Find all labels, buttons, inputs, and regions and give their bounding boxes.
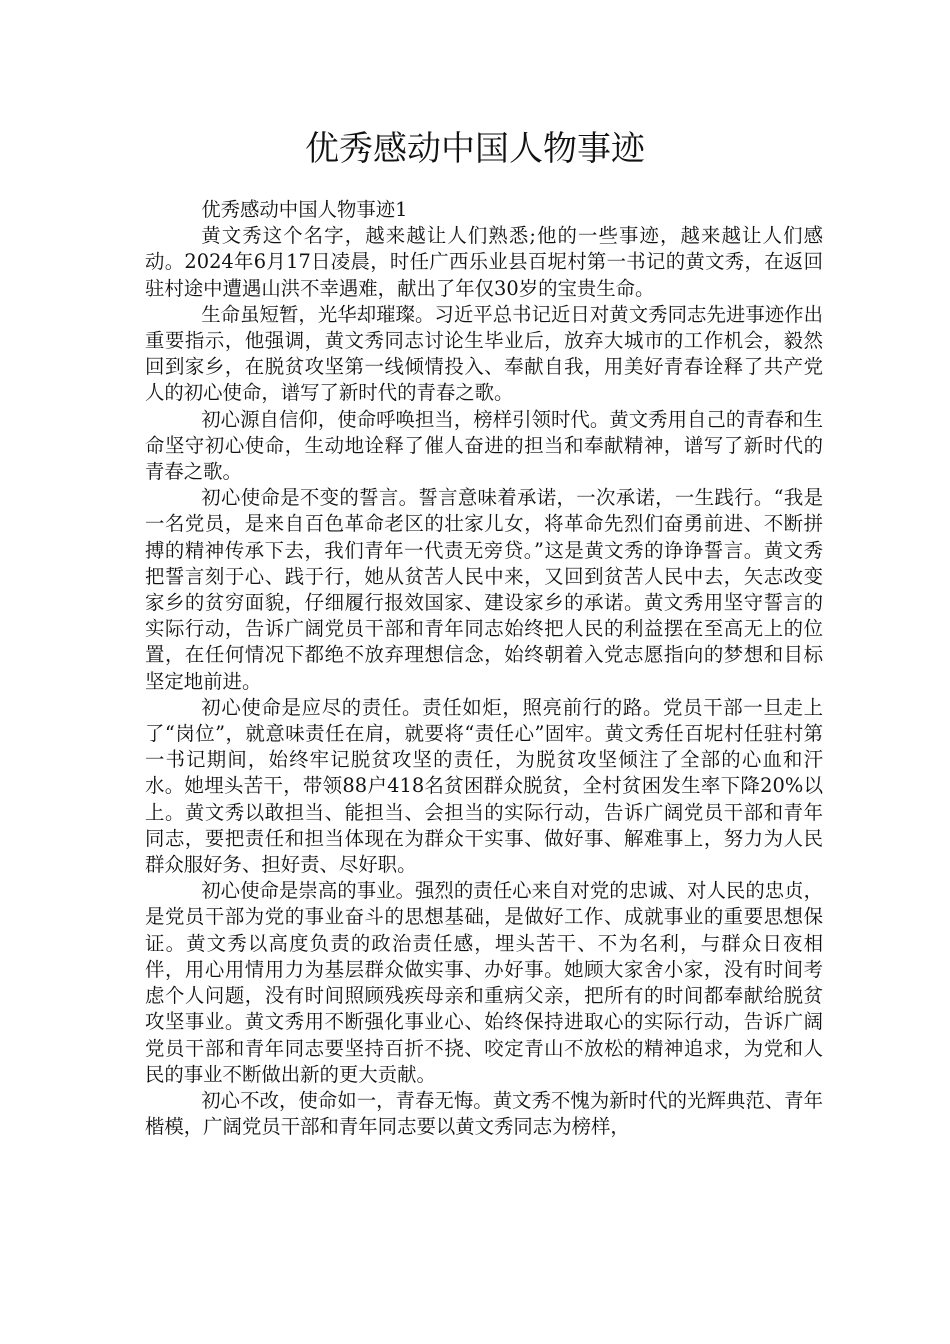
paragraph: 初心使命是应尽的责任。责任如炬，照亮前行的路。党员干部一旦走上了“岗位”，就意味责任在肩，就要将“责任心”固牢。黄文秀任百坭村任驻村第一书记期间，始终牢记脱贫攻坚的责任，为脱贫攻坚倾注了全部的心血和汗水。她埋头苦干，带领88户418名贫困群众脱贫，全村贫困发生率下降20%以上。黄文秀以敢担当、能担当、会担当的实际行动，告诉广阔党员干部和青年同志，要把责任和担当体现在为群众干实事、做好事、解难事上，努力为人民群众服好务、担好责、尽好职。 — [145, 695, 823, 877]
paragraph: 初心不改，使命如一，青春无悔。黄文秀不愧为新时代的光辉典范、青年楷模，广阔党员干部和青年同志要以黄文秀同志为榜样， — [145, 1088, 823, 1139]
document-body — [145, 197, 823, 1140]
paragraph: 黄文秀这个名字，越来越让人们熟悉;他的一些事迹，越来越让人们感动。2024年6月17日凌晨，时任广西乐业县百坭村第一书记的黄文秀，在返回驻村途中遭遇山洪不幸遇难，献出了年仅30岁的宝贵生命。 — [145, 224, 823, 300]
paragraph: 初心使命是不变的誓言。誓言意味着承诺，一次承诺，一生践行。“我是一名党员，是来自百色革命老区的壮家儿女，将革命先烈们奋勇前进、不断拼搏的精神传承下去，我们青年一代责无旁贷。”这是黄文秀的诤诤誓言。黄文秀把誓言刻于心、践于行，她从贫苦人民中来，又回到贫苦人民中去，矢志改变家乡的贫穷面貌，仔细履行报效国家、建设家乡的承诺。黄文秀用坚守誓言的实际行动，告诉广阔党员干部和青年同志始终把人民的利益摆在至高无上的位置，在任何情况下都绝不放弃理想信念，始终朝着入党志愿指向的梦想和目标坚定地前进。 — [145, 486, 823, 693]
paragraph: 初心使命是崇高的事业。强烈的责任心来自对党的忠诚、对人民的忠贞，是党员干部为党的事业奋斗的思想基础，是做好工作、成就事业的重要思想保证。黄文秀以高度负责的政治责任感，埋头苦干、不为名利，与群众日夜相伴，用心用情用力为基层群众做实事、办好事。她顾大家舍小家，没有时间考虑个人问题，没有时间照顾残疾母亲和重病父亲，把所有的时间都奉献给脱贫攻坚事业。黄文秀用不断强化事业心、始终保持进取心的实际行动，告诉广阔党员干部和青年同志要坚持百折不挠、咬定青山不放松的精神追求，为党和人民的事业不断做出新的更大贡献。 — [145, 879, 823, 1086]
document-title: 优秀感动中国人物事迹 — [305, 129, 645, 169]
paragraph: 生命虽短暂，光华却璀璨。习近平总书记近日对黄文秀同志先进事迹作出重要指示，他强调，黄文秀同志讨论生毕业后，放弃大城市的工作机会，毅然回到家乡，在脱贫攻坚第一线倾情投入、奉献自我，用美好青春诠释了共产党人的初心使命，谱写了新时代的青春之歌。 — [145, 302, 823, 405]
paragraph-subtitle: 优秀感动中国人物事迹1 — [201, 198, 408, 221]
paragraph: 初心源自信仰，使命呼唤担当，榜样引领时代。黄文秀用自己的青春和生命坚守初心使命，生动地诠释了催人奋进的担当和奉献精神，谱写了新时代的青春之歌。 — [145, 407, 823, 484]
